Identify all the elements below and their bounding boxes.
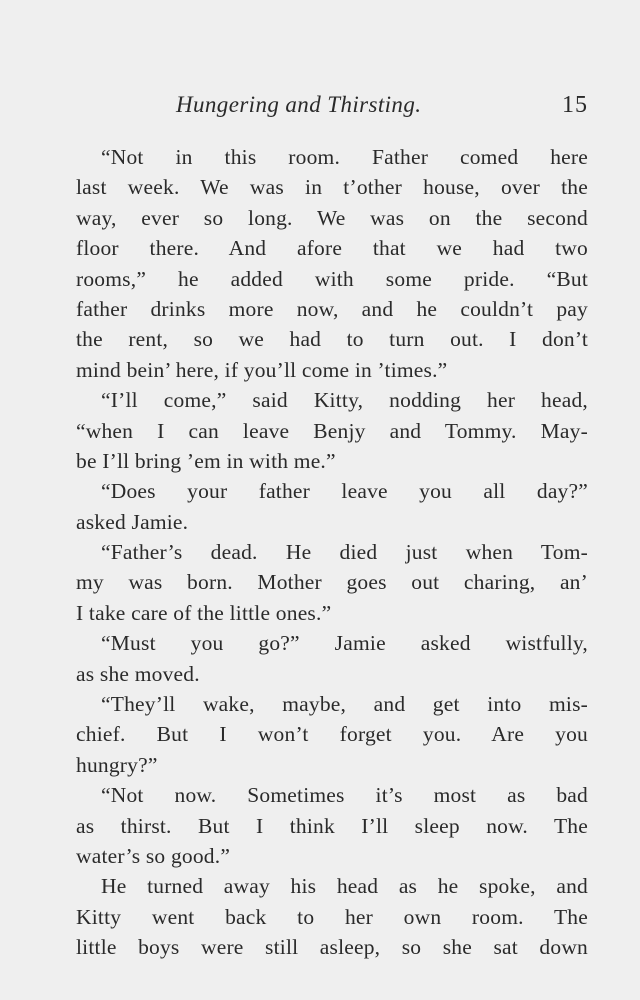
text-line: my was born. Mother goes out charing, an’ — [76, 570, 588, 595]
text-line: floor there. And afore that we had two — [76, 236, 588, 261]
text-line: He turned away his head as he spoke, and — [101, 874, 588, 899]
text-line: “I’ll come,” said Kitty, nodding her head, — [101, 388, 588, 413]
text-line: “Not now. Sometimes it’s most as bad — [101, 783, 588, 808]
text-line: asked Jamie. — [76, 509, 189, 534]
text-line: Kitty went back to her own room. The — [76, 904, 588, 929]
text-line: last week. We was in t’other house, over the — [76, 175, 588, 200]
page-number: 15 — [562, 92, 588, 118]
text-line: be I’ll bring ’em in with me.” — [76, 448, 336, 473]
text-line: way, ever so long. We was on the second — [76, 205, 588, 230]
text-line: water’s so good.” — [76, 843, 231, 868]
text-line: little boys were still asleep, so she sat down — [76, 935, 588, 960]
text-line: the rent, so we had to turn out. I don’t — [76, 327, 588, 352]
text-line: “Must you go?” Jamie asked wistfully, — [101, 631, 588, 656]
text-line: hungry?” — [76, 752, 158, 777]
text-line: “Does your father leave you all day?” — [101, 479, 588, 504]
text-line: chief. But I won’t forget you. Are you — [76, 722, 588, 747]
text-line: I take care of the little ones.” — [76, 600, 332, 625]
text-line: “They’ll wake, maybe, and get into mis- — [101, 692, 588, 717]
text-line: “when I can leave Benjy and Tommy. May- — [76, 418, 588, 443]
text-line: as thirst. But I think I’ll sleep now. The — [76, 813, 588, 838]
text-line: “Father’s dead. He died just when Tom- — [101, 540, 588, 565]
text-line: mind bein’ here, if you’ll come in ’times.” — [76, 357, 448, 382]
text-line: as she moved. — [76, 661, 200, 686]
running-head-title: Hungering and Thirsting. — [176, 92, 422, 117]
text-line: “Not in this room. Father comed here — [101, 145, 588, 169]
running-head — [76, 88, 588, 122]
text-line: rooms,” he added with some pride. “But — [76, 266, 588, 291]
body-text — [76, 142, 588, 963]
text-line: father drinks more now, and he couldn’t pay — [76, 296, 588, 321]
